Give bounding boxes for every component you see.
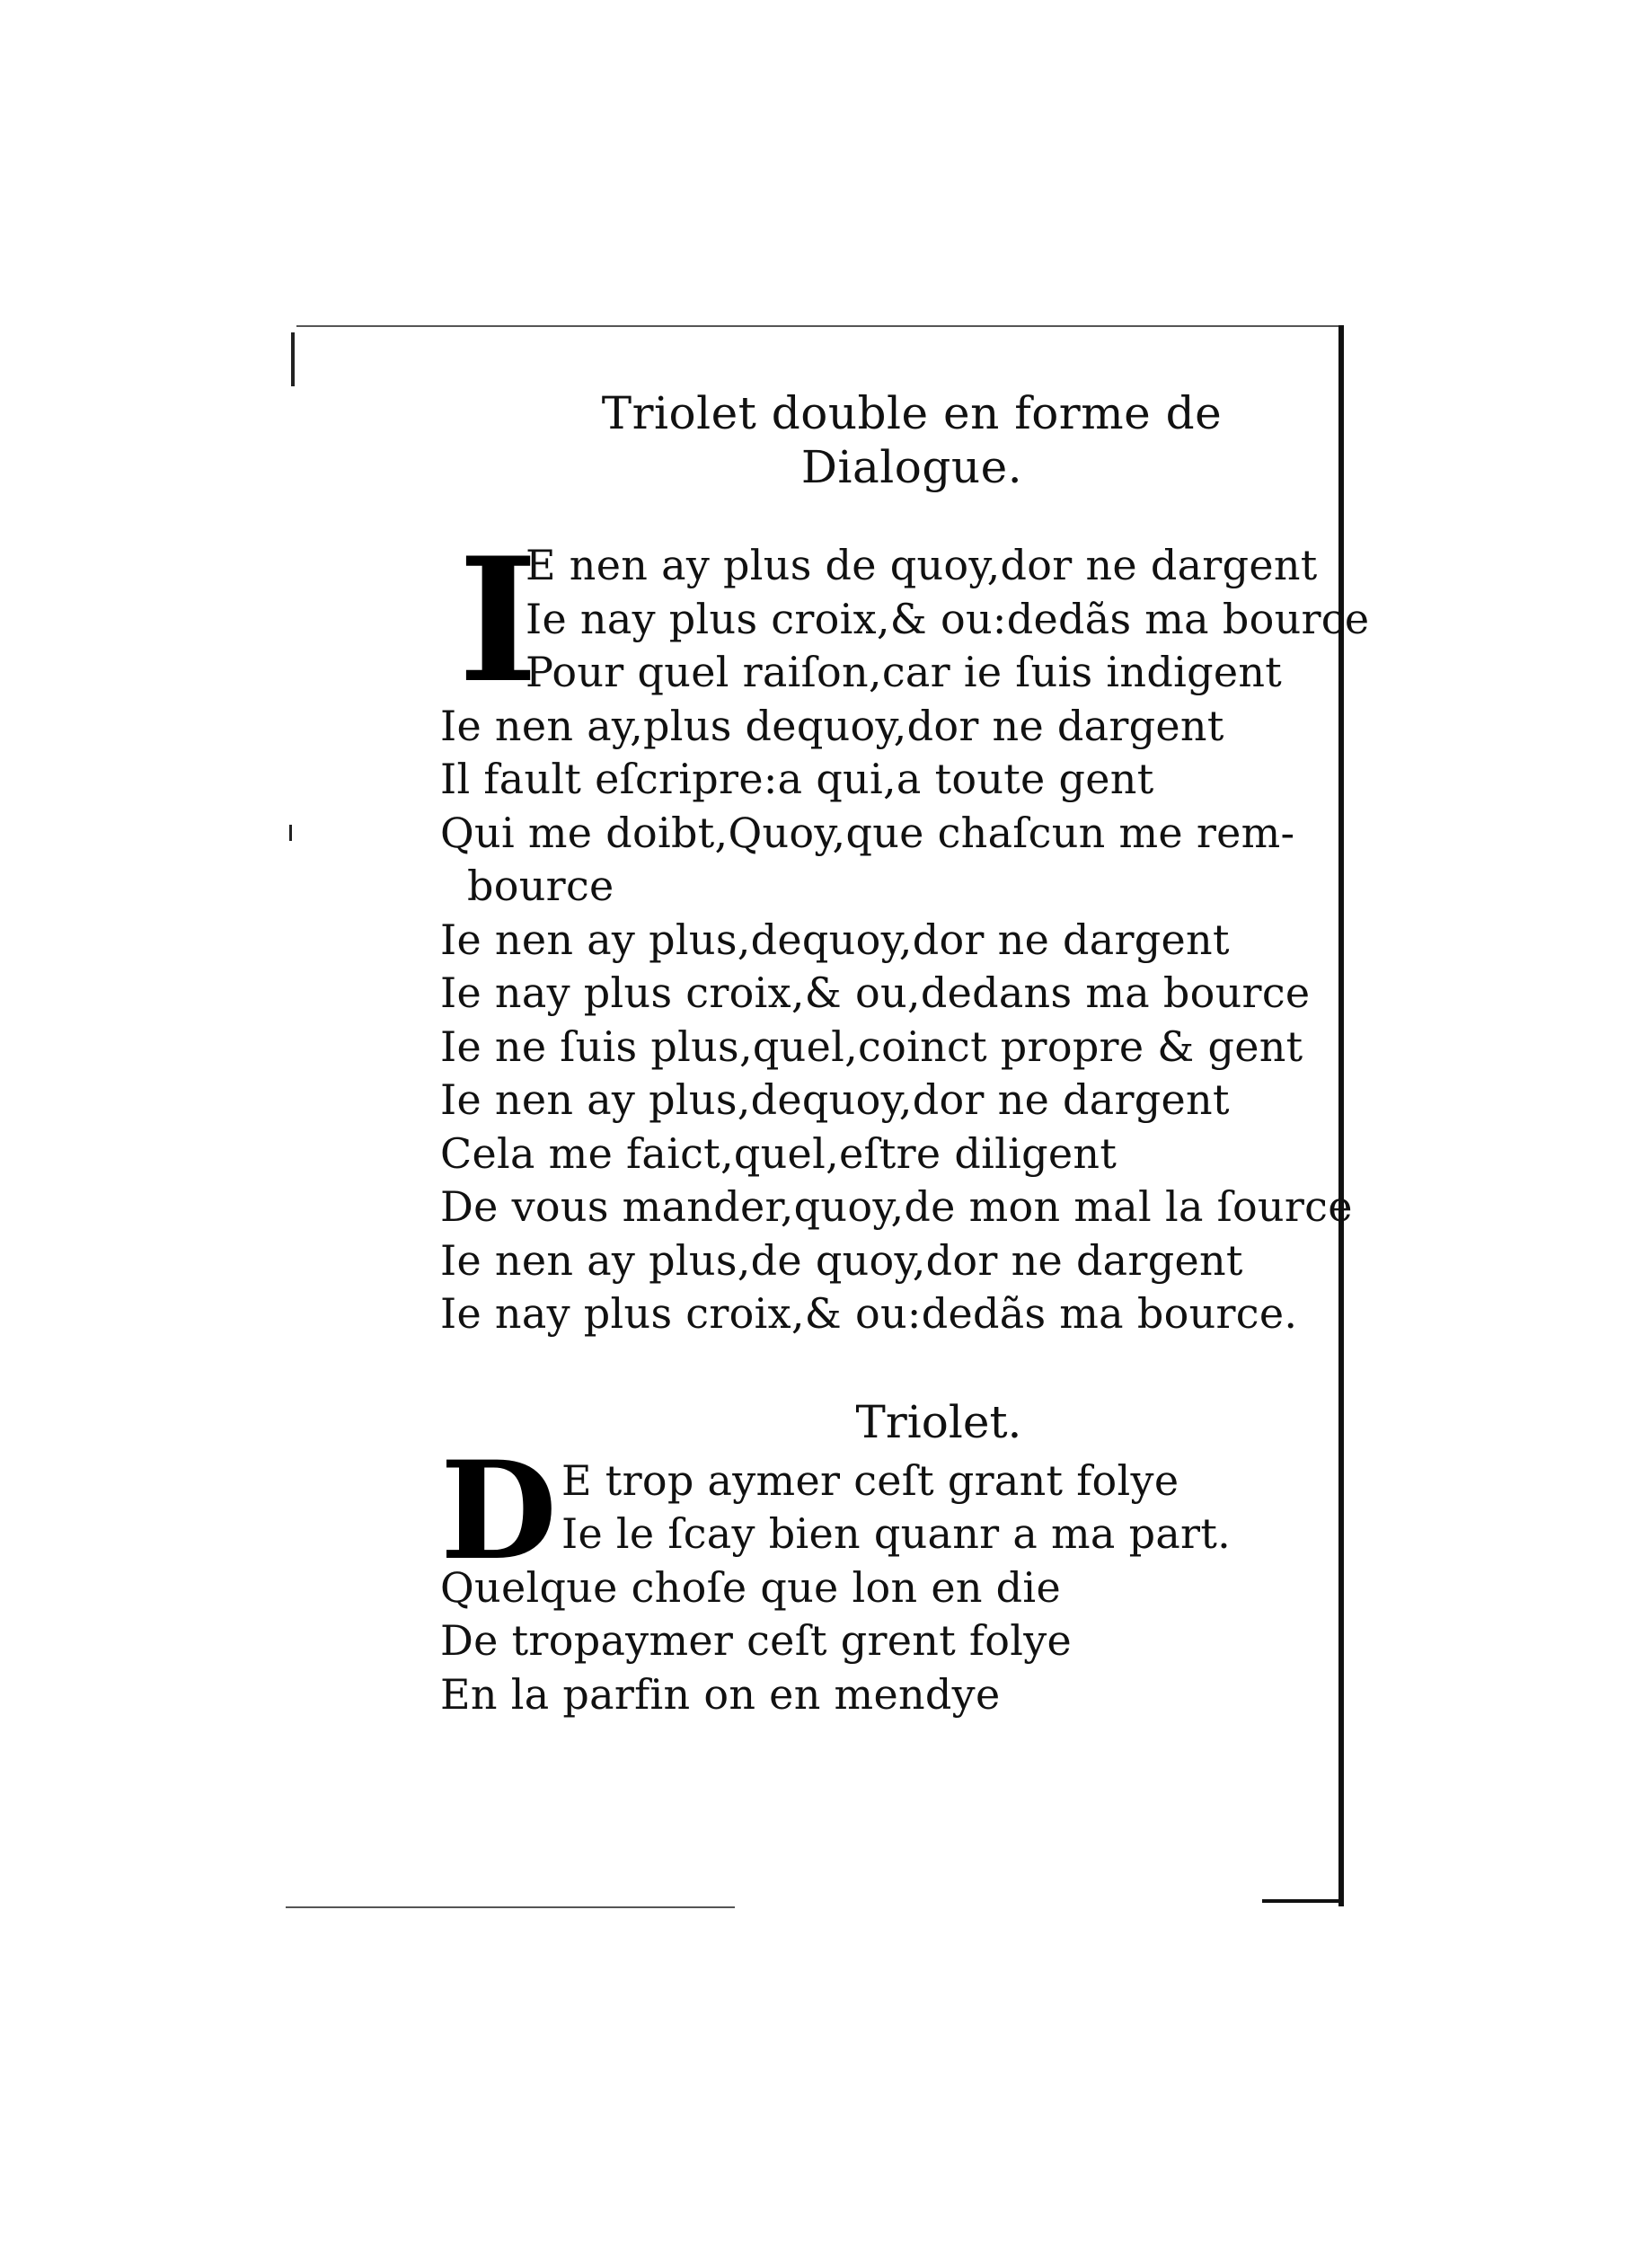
verse-line: E trop aymer ceſt grant folye (561, 1455, 1179, 1505)
verse-line: Ie nen ay plus,dequoy,dor ne dargent (440, 1075, 1230, 1124)
page-frame-top (296, 325, 1338, 327)
drop-cap-d: D (440, 1431, 558, 1590)
verse-line: Ie nen ay,plus dequoy,dor ne dargent (440, 701, 1224, 750)
verse-line: Ie nay plus croix,& ou:dedãs ma bource (526, 594, 1370, 643)
verse-line: De vous mander,quoy,de mon mal la ſource (440, 1182, 1353, 1231)
page-frame-right (1338, 325, 1344, 1906)
verse-line: Ie le ſcay bien quanr a ma part. (561, 1509, 1232, 1558)
verse-line: Pour quel raiſon,car ie ſuis indigent (526, 648, 1283, 696)
page-frame-bottom-right (1262, 1899, 1343, 1903)
verse-line: Cela me faict,quel,eſtre diligent (440, 1128, 1118, 1178)
page-text (440, 386, 1370, 1721)
verse-line: Quelque choſe que lon en die (440, 1562, 1061, 1612)
poem-1 (440, 520, 1370, 1341)
poem-2-title: Triolet. (855, 1395, 1022, 1448)
verse-line-continuation: bource (467, 862, 614, 910)
margin-mark (289, 825, 292, 841)
verse-line: Ie nen ay plus,de quoy,dor ne dargent (440, 1235, 1243, 1285)
verse-line: De tropaymer ceſt grent folye (440, 1616, 1073, 1665)
verse-line: Ie nay plus croix,& ou:dedãs ma bource. (440, 1289, 1298, 1338)
page-frame-bottom-left (286, 1906, 735, 1908)
verse-line: Ie ne ſuis plus,quel,coinct propre & gent (440, 1021, 1303, 1071)
verse-line: Ie nen ay plus,dequoy,dor ne dargent (440, 915, 1230, 964)
page-frame-left (291, 332, 295, 386)
poem-1-title: Triolet double en forme de Dialogue. (601, 387, 1223, 493)
verse-line: Qui me doibt,Quoy,que chaſcun me rem- (440, 808, 1295, 857)
poem-2 (440, 1431, 1321, 1722)
verse-line: Ie nay plus croix,& ou,dedans ma bource (440, 968, 1311, 1017)
verse-line: En la parfin on en mendye (440, 1669, 1001, 1719)
drop-cap-i: I (458, 520, 538, 721)
verse-line: Il fault eſcripre:a qui,a toute gent (440, 755, 1154, 803)
verse-line: E nen ay plus de quoy,dor ne dargent (526, 541, 1318, 589)
